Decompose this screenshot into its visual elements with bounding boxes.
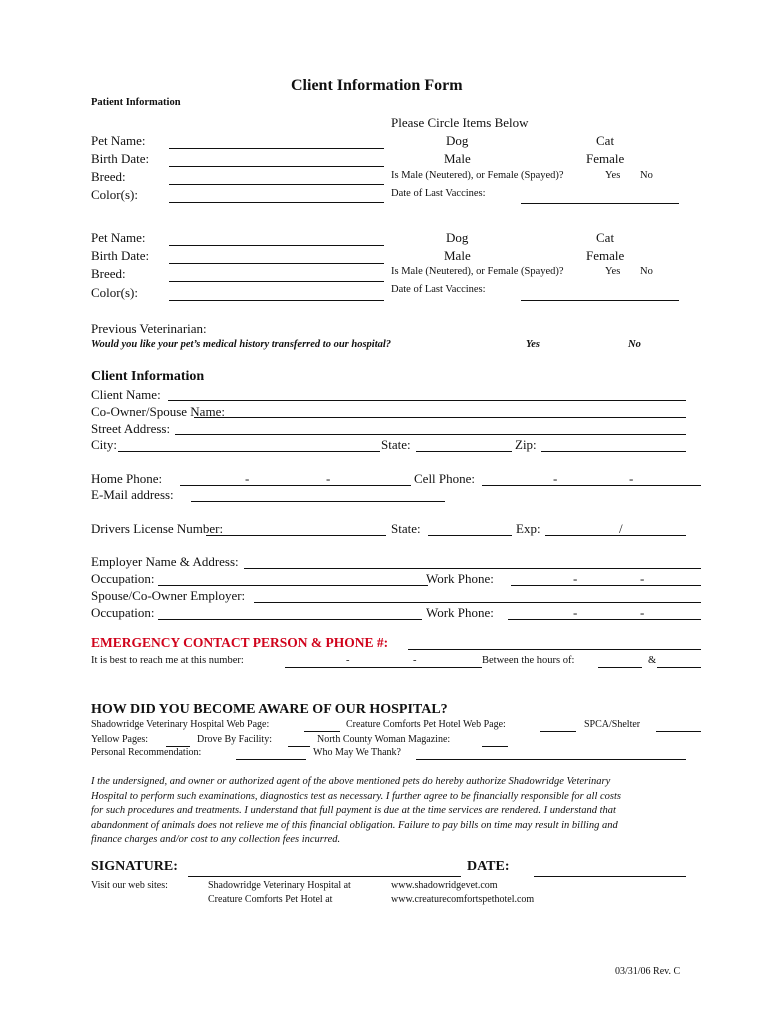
zip-field[interactable]: [541, 437, 686, 452]
cell-phone-dash-1: -: [553, 471, 558, 486]
cell-phone-label: Cell Phone:: [414, 471, 476, 486]
zip-label: Zip:: [515, 437, 537, 452]
home-phone-dash-2: -: [326, 471, 331, 486]
hours-amp: &: [648, 655, 657, 666]
work-phone-field[interactable]: [511, 571, 701, 586]
history-transfer-no[interactable]: No: [628, 339, 641, 350]
pet2-vaccines-field[interactable]: [521, 286, 679, 301]
authorization-line: finance charges and/or cost to any collection fees incurred.: [91, 834, 341, 846]
site1-url-link[interactable]: www.shadowridgevet.com: [391, 880, 498, 891]
form-title: Client Information Form: [291, 77, 463, 94]
site1-name: Shadowridge Veterinary Hospital at: [208, 880, 351, 891]
spouse-employer-label: Spouse/Co-Owner Employer:: [91, 588, 246, 603]
spouse-work-phone-dash-1: -: [573, 605, 578, 620]
street-label: Street Address:: [91, 421, 171, 436]
hours-to-field[interactable]: [657, 653, 701, 668]
emergency-contact-heading: EMERGENCY CONTACT PERSON & PHONE #:: [91, 635, 389, 650]
patient-info-heading: Patient Information: [91, 97, 181, 108]
state-field[interactable]: [416, 437, 512, 452]
pet2-birthdate-field[interactable]: [169, 249, 384, 264]
pet1-birthdate-label: Birth Date:: [91, 151, 150, 166]
spca-label: SPCA/Shelter: [584, 719, 641, 730]
personal-rec-label: Personal Recommendation:: [91, 747, 202, 758]
reach-dash-2: -: [413, 655, 417, 666]
previous-vet-label: Previous Veterinarian:: [91, 321, 207, 336]
reach-number-field[interactable]: [285, 653, 482, 668]
pet1-dog-option[interactable]: Dog: [446, 133, 469, 148]
email-label: E-Mail address:: [91, 487, 174, 502]
hours-label: Between the hours of:: [482, 655, 575, 666]
email-field[interactable]: [191, 487, 445, 502]
home-phone-label: Home Phone:: [91, 471, 163, 486]
pet2-cat-option[interactable]: Cat: [596, 230, 615, 245]
date-label: DATE:: [467, 859, 510, 874]
emergency-contact-field[interactable]: [408, 635, 701, 650]
pet1-color-field[interactable]: [169, 188, 384, 203]
spouse-employer-field[interactable]: [254, 588, 701, 603]
yellow-pages-field[interactable]: [166, 734, 190, 747]
pet1-color-label: Color(s):: [91, 187, 138, 202]
spouse-occupation-field[interactable]: [158, 605, 422, 620]
pet1-breed-field[interactable]: [169, 170, 384, 185]
pet2-name-label: Pet Name:: [91, 230, 146, 245]
pet2-neutered-question: Is Male (Neutered), or Female (Spayed)?: [391, 266, 564, 277]
history-transfer-yes[interactable]: Yes: [526, 339, 540, 350]
exp-label: Exp:: [516, 521, 541, 536]
pet1-male-option[interactable]: Male: [444, 151, 471, 166]
spouse-work-phone-label: Work Phone:: [426, 605, 494, 620]
hotel-web-field[interactable]: [540, 719, 576, 732]
occupation-field[interactable]: [158, 571, 428, 586]
circle-instruction: Please Circle Items Below: [391, 115, 529, 130]
pet1-name-label: Pet Name:: [91, 133, 146, 148]
coowner-label: Co-Owner/Spouse Name:: [91, 404, 225, 419]
authorization-line: I the undersigned, and owner or authorized agent of the above mentioned pets do hereby authorize Shadowridge Veterinary: [91, 776, 611, 787]
pet2-breed-label: Breed:: [91, 266, 126, 281]
home-phone-field[interactable]: [180, 471, 411, 486]
spouse-work-phone-dash-2: -: [640, 605, 645, 620]
pet2-vaccines-label: Date of Last Vaccines:: [391, 284, 486, 295]
site2-name: Creature Comforts Pet Hotel at: [208, 894, 333, 905]
yellow-pages-label: Yellow Pages:: [91, 734, 149, 745]
authorization-line: for such procedures and treatments. I understand that full payment is due at the time services are rendered. I understand that: [91, 805, 616, 817]
pet2-name-field[interactable]: [169, 231, 384, 246]
spouse-work-phone-field[interactable]: [508, 605, 701, 620]
web-sites-label: Visit our web sites:: [91, 880, 168, 891]
hospital-web-field[interactable]: [304, 719, 340, 732]
city-label: City:: [91, 437, 118, 452]
authorization-line: Hospital to perform such examinations, diagnostics test as necessary. I further agree to be financially responsible for all costs: [91, 790, 622, 802]
pet2-birthdate-label: Birth Date:: [91, 248, 150, 263]
pet2-male-option[interactable]: Male: [444, 248, 471, 263]
drove-by-field[interactable]: [288, 734, 310, 747]
signature-label: SIGNATURE:: [91, 859, 178, 874]
client-name-field[interactable]: [168, 386, 686, 401]
pet1-neutered-yes[interactable]: Yes: [605, 170, 621, 181]
pet2-breed-field[interactable]: [169, 267, 384, 282]
revision-label: 03/31/06 Rev. C: [615, 966, 681, 977]
pet1-neutered-question: Is Male (Neutered), or Female (Spayed)?: [391, 170, 564, 181]
license-state-field[interactable]: [428, 521, 512, 536]
pet1-vaccines-label: Date of Last Vaccines:: [391, 188, 486, 199]
hospital-web-label: Shadowridge Veterinary Hospital Web Page:: [91, 719, 270, 730]
history-transfer-question: Would you like your pet’s medical history transferred to our hospital?: [91, 339, 392, 350]
hotel-web-label: Creature Comforts Pet Hotel Web Page:: [346, 719, 506, 730]
site2-url-link[interactable]: www.creaturecomfortspethotel.com: [391, 894, 535, 905]
reach-dash-1: -: [346, 655, 350, 666]
work-phone-label: Work Phone:: [426, 571, 494, 586]
cell-phone-dash-2: -: [629, 471, 634, 486]
client-name-label: Client Name:: [91, 387, 161, 402]
pet2-color-label: Color(s):: [91, 285, 138, 300]
state-label: State:: [381, 437, 411, 452]
exp-field[interactable]: [545, 521, 686, 536]
pet1-cat-option[interactable]: Cat: [596, 133, 615, 148]
spca-field[interactable]: [656, 719, 701, 732]
license-label: Drivers License Number:: [91, 521, 224, 536]
cell-phone-field[interactable]: [482, 471, 701, 486]
pet2-neutered-no[interactable]: No: [640, 266, 653, 277]
spouse-occupation-label: Occupation:: [91, 605, 155, 620]
hours-from-field[interactable]: [598, 653, 642, 668]
pet1-neutered-no[interactable]: No: [640, 170, 653, 181]
pet1-breed-label: Breed:: [91, 169, 126, 184]
personal-rec-field[interactable]: [236, 747, 306, 760]
pet2-color-field[interactable]: [169, 286, 384, 301]
pet2-dog-option[interactable]: Dog: [446, 230, 469, 245]
drove-by-label: Drove By Facility:: [197, 734, 272, 745]
client-info-heading: Client Information: [91, 369, 205, 384]
who-thank-field[interactable]: [416, 747, 686, 760]
authorization-line: abandonment of animals does not relieve me of this financial obligation. Failure to pay bills on time may result in billing and: [91, 819, 618, 831]
pet1-birthdate-field[interactable]: [169, 152, 384, 167]
pet1-name-field[interactable]: [169, 134, 384, 149]
who-thank-label: Who May We Thank?: [313, 747, 401, 758]
magazine-label: North County Woman Magazine:: [317, 734, 451, 745]
license-state-label: State:: [391, 521, 421, 536]
city-field[interactable]: [118, 437, 380, 452]
employer-label: Employer Name & Address:: [91, 554, 239, 569]
authorization-paragraph: [91, 775, 691, 848]
pet1-female-option[interactable]: Female: [586, 151, 625, 166]
pet1-vaccines-field[interactable]: [521, 189, 679, 204]
date-field[interactable]: [534, 862, 686, 877]
home-phone-dash-1: -: [245, 471, 250, 486]
magazine-field[interactable]: [482, 734, 508, 747]
pet2-female-option[interactable]: Female: [586, 248, 625, 263]
employer-field[interactable]: [244, 554, 701, 569]
license-field[interactable]: [206, 521, 386, 536]
work-phone-dash-1: -: [573, 571, 578, 586]
pet2-neutered-yes[interactable]: Yes: [605, 266, 621, 277]
signature-field[interactable]: [188, 862, 461, 877]
exp-slash: /: [619, 521, 623, 536]
coowner-field[interactable]: [194, 403, 686, 418]
occupation-label: Occupation:: [91, 571, 155, 586]
awareness-heading: HOW DID YOU BECOME AWARE OF OUR HOSPITAL?: [91, 702, 448, 717]
reach-number-label: It is best to reach me at this number:: [91, 655, 244, 666]
work-phone-dash-2: -: [640, 571, 645, 586]
street-field[interactable]: [175, 420, 686, 435]
